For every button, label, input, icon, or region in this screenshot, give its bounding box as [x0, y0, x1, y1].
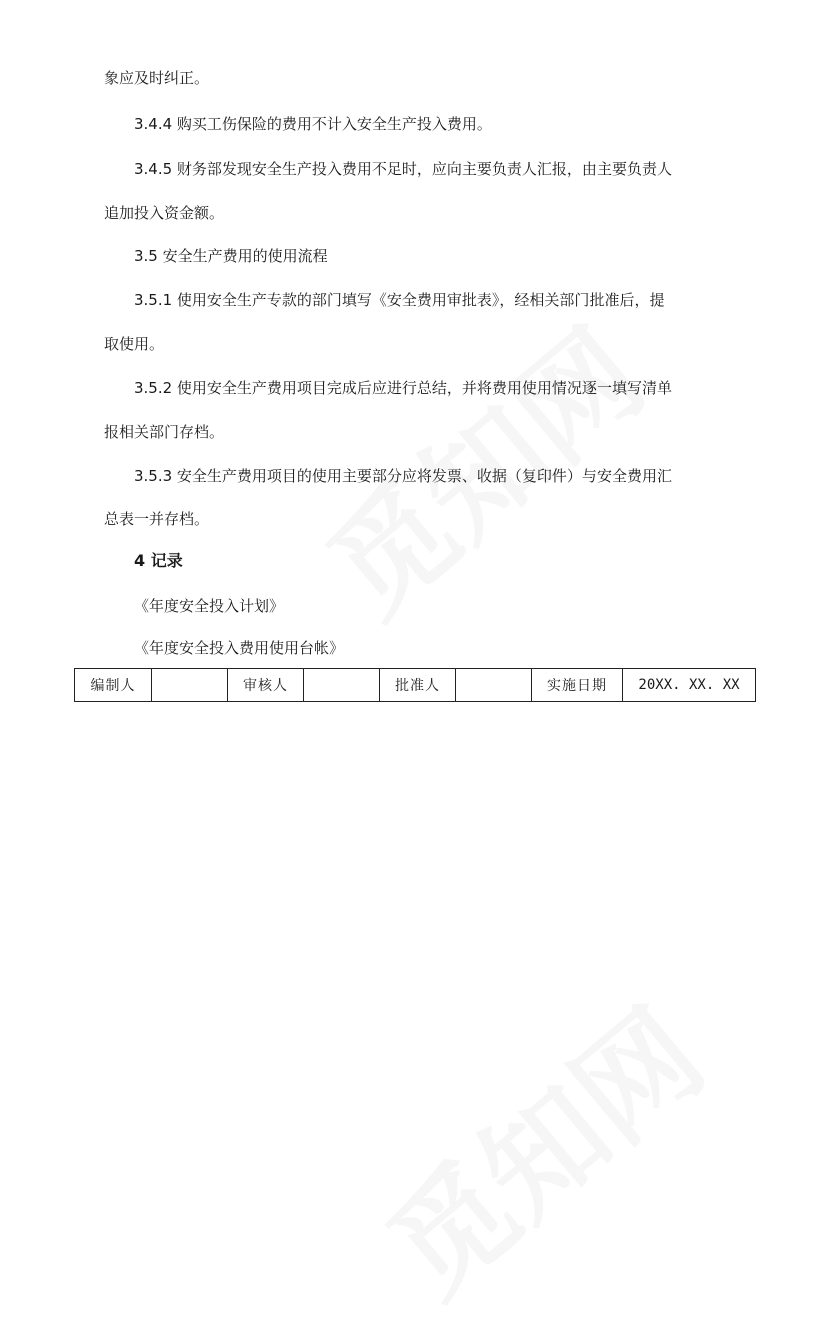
paragraph-line: 3.5.3 安全生产费用项目的使用主要部分应将发票、收据（复印件）与安全费用汇: [134, 467, 672, 485]
watermark: [347, 964, 733, 1327]
reviewer-label: 审核人: [228, 669, 304, 702]
paragraph-line: 总表一并存档。: [104, 510, 210, 528]
signature-table: [74, 668, 756, 702]
paragraph-line: 追加投入资金额。: [104, 204, 225, 222]
compiler-label: 编制人: [75, 669, 152, 702]
paragraph-line: 3.5.2 使用安全生产费用项目完成后应进行总结，并将费用使用情况逐一填写清单: [134, 379, 672, 397]
date-value: 20XX. XX. XX: [623, 669, 756, 702]
paragraph-line: 3.4.4 购买工伤保险的费用不计入安全生产投入费用。: [134, 115, 492, 133]
record-item: 《年度安全投入费用使用台帐》: [134, 639, 345, 657]
date-label: 实施日期: [532, 669, 623, 702]
table-row: [75, 669, 756, 702]
approver-value: [456, 669, 532, 702]
subsection-title: 3.5 安全生产费用的使用流程: [134, 247, 328, 265]
approver-label: 批准人: [380, 669, 456, 702]
section-heading: 4 记录: [134, 551, 183, 570]
paragraph-line: 3.5.1 使用安全生产专款的部门填写《安全费用审批表》，经相关部门批准后，提: [134, 291, 665, 309]
paragraph-line: 3.4.5 财务部发现安全生产投入费用不足时，应向主要负责人汇报，由主要负责人: [134, 160, 672, 178]
paragraph-line: 象应及时纠正。: [104, 69, 210, 87]
record-item: 《年度安全投入计划》: [134, 597, 285, 615]
reviewer-value: [304, 669, 380, 702]
paragraph-line: 取使用。: [104, 335, 165, 353]
paragraph-line: 报相关部门存档。: [104, 423, 225, 441]
compiler-value: [152, 669, 228, 702]
